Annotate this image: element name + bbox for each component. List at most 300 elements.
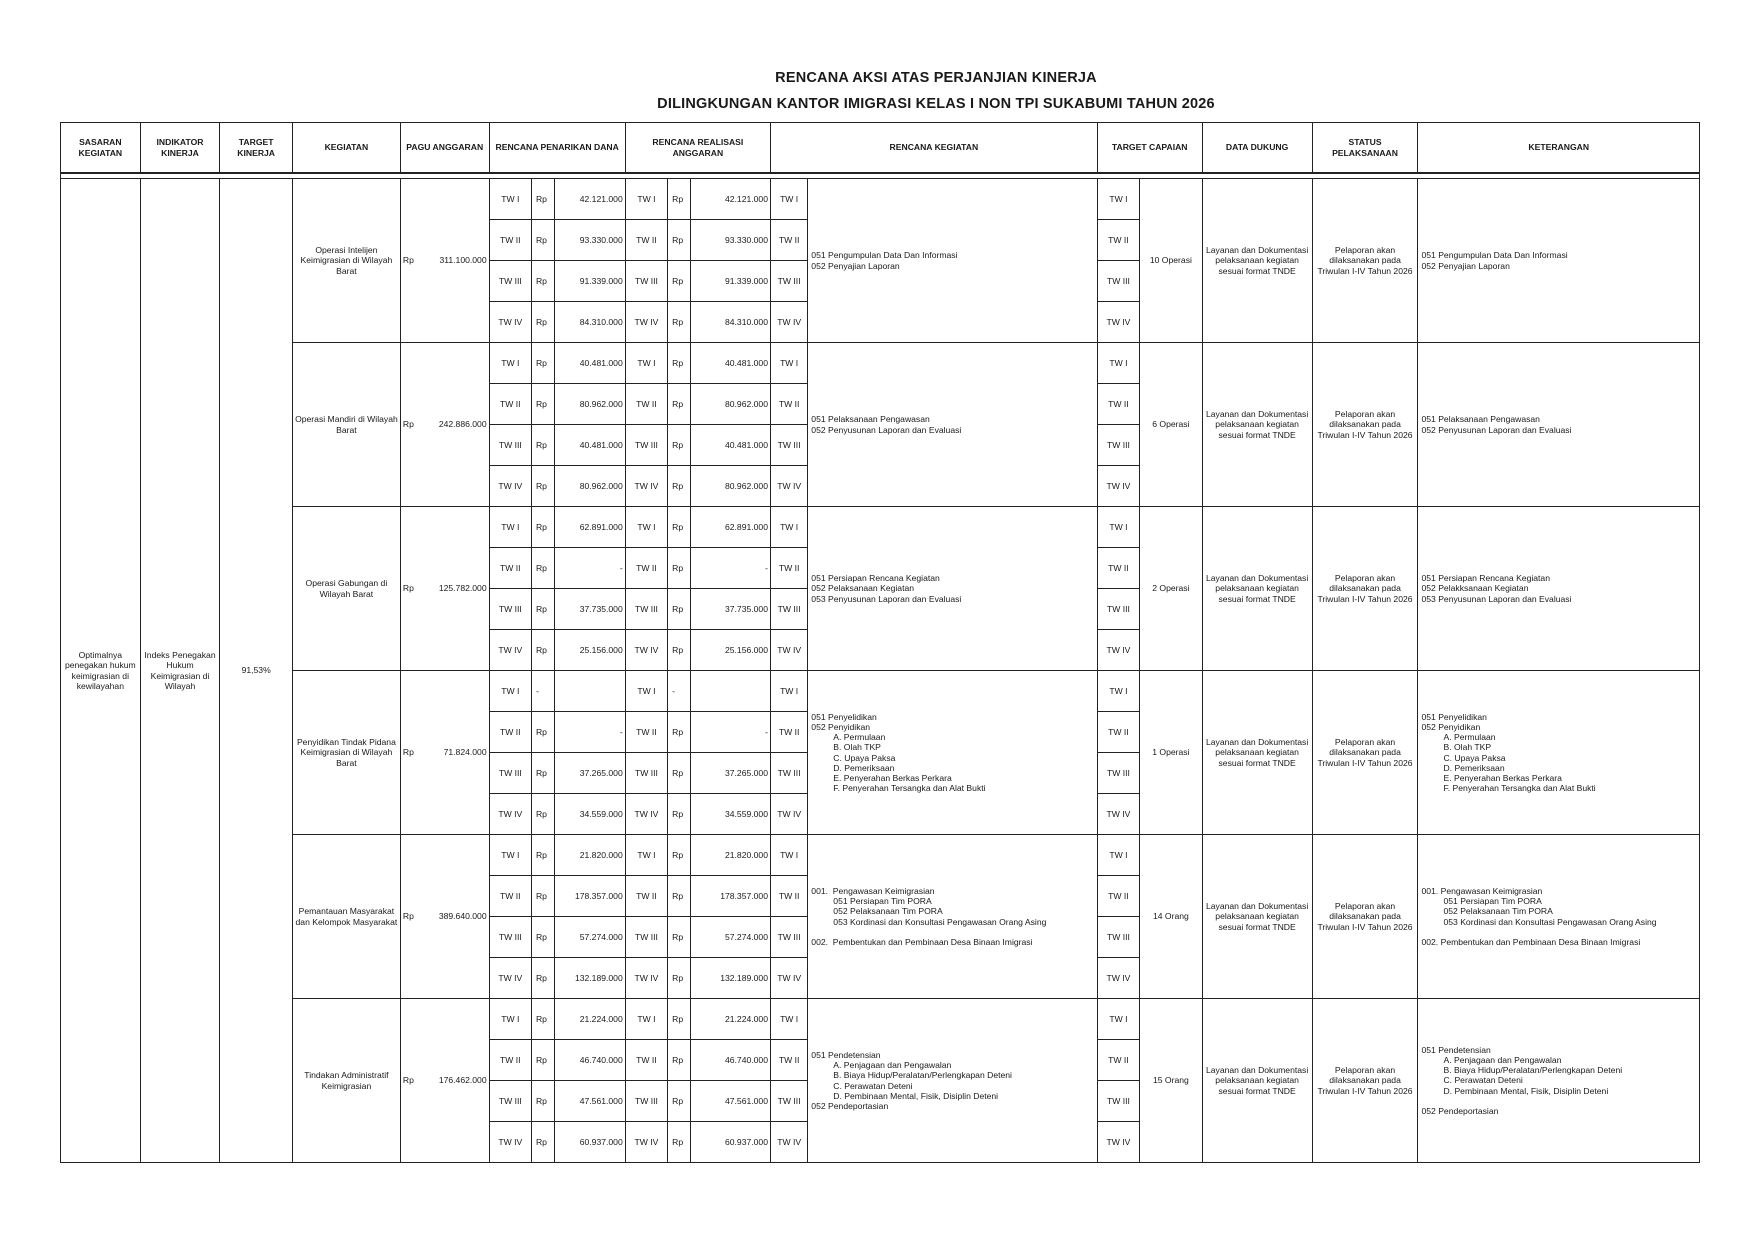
penarikan-quarter: TW I bbox=[489, 507, 531, 548]
keterangan-line: C. Perawatan Deteni bbox=[1443, 1075, 1523, 1086]
penarikan-amount: - bbox=[555, 548, 626, 589]
rencana-line bbox=[811, 927, 1094, 937]
keterangan-line: B. Biaya Hidup/Peralatan/Perlengkapan Deteni bbox=[1443, 1065, 1623, 1076]
penarikan-currency: Rp bbox=[531, 589, 554, 630]
realisasi-amount: 62.891.000 bbox=[691, 507, 771, 548]
penarikan-currency: Rp bbox=[531, 302, 554, 343]
table-row bbox=[61, 999, 1700, 1040]
penarikan-quarter: TW I bbox=[489, 835, 531, 876]
penarikan-currency: Rp bbox=[531, 220, 554, 261]
keterangan-line: D. Pemeriksaan bbox=[1443, 762, 1505, 773]
pagu-amount: 125.782.000 bbox=[438, 583, 487, 594]
rencana-quarter: TW I bbox=[770, 179, 807, 220]
realisasi-amount: 42.121.000 bbox=[691, 179, 771, 220]
penarikan-amount: 60.937.000 bbox=[555, 1122, 626, 1163]
penarikan-currency: Rp bbox=[531, 958, 554, 999]
header-keterangan: KETERANGAN bbox=[1418, 123, 1700, 174]
penarikan-currency: Rp bbox=[531, 917, 554, 958]
realisasi-quarter: TW II bbox=[625, 712, 667, 753]
keterangan-line: 052 Pendeportasian bbox=[1421, 1105, 1499, 1116]
keterangan-line: 051 Pendetensian bbox=[1421, 1045, 1491, 1055]
target-capaian-cell: 2 Operasi bbox=[1140, 507, 1203, 671]
pagu-currency: Rp bbox=[402, 911, 414, 922]
keterangan-line bbox=[1421, 1096, 1697, 1106]
rencana-quarter: TW I bbox=[770, 835, 807, 876]
kegiatan-cell: Operasi Intelijen Keimigrasian di Wilayah Barat bbox=[292, 179, 400, 343]
penarikan-amount: 40.481.000 bbox=[555, 425, 626, 466]
keterangan-line: 053 Kordinasi dan Konsultasi Pengawasan Orang Asing bbox=[1443, 916, 1657, 927]
status-cell: Pelaporan akan dilaksanakan pada Triwulan I-IV Tahun 2026 bbox=[1312, 999, 1418, 1163]
keterangan-line: 002. Pembentukan dan Pembinaan Desa Binaan Imigrasi bbox=[1421, 936, 1641, 947]
target-quarter: TW II bbox=[1097, 712, 1139, 753]
penarikan-quarter: TW III bbox=[489, 589, 531, 630]
penarikan-currency: Rp bbox=[531, 261, 554, 302]
indikator-cell: Indeks Penegakan Hukum Keimigrasian di Wilayah bbox=[140, 179, 220, 1163]
target-kinerja-cell: 91,53% bbox=[220, 179, 293, 1163]
keterangan-line: 051 Penyelidikan bbox=[1421, 711, 1487, 722]
realisasi-amount: 21.224.000 bbox=[691, 999, 771, 1040]
realisasi-quarter: TW III bbox=[625, 917, 667, 958]
rencana-line: A. Penjagaan dan Pengawalan bbox=[833, 1060, 952, 1071]
realisasi-currency: Rp bbox=[668, 958, 691, 999]
target-quarter: TW IV bbox=[1097, 794, 1139, 835]
keterangan-line: 052 Pelakksanaan Kegiatan bbox=[1421, 583, 1529, 594]
rencana-kegiatan-cell bbox=[808, 507, 1097, 671]
realisasi-currency: Rp bbox=[668, 425, 691, 466]
keterangan-line: 051 Persiapan Rencana Kegiatan bbox=[1421, 573, 1550, 584]
realisasi-amount: 34.559.000 bbox=[691, 794, 771, 835]
penarikan-amount: 178.357.000 bbox=[555, 876, 626, 917]
header-indikator: INDIKATOR KINERJA bbox=[140, 123, 220, 174]
penarikan-amount: 62.891.000 bbox=[555, 507, 626, 548]
realisasi-quarter: TW I bbox=[625, 671, 667, 712]
penarikan-amount: 37.735.000 bbox=[555, 589, 626, 630]
target-quarter: TW I bbox=[1097, 507, 1139, 548]
penarikan-currency: Rp bbox=[531, 548, 554, 589]
pagu-amount: 311.100.000 bbox=[439, 255, 487, 266]
kegiatan-cell: Penyidikan Tindak Pidana Keimigrasian di Wilayah Barat bbox=[292, 671, 400, 835]
target-quarter: TW IV bbox=[1097, 466, 1139, 507]
keterangan-line: 052 Penyidikan bbox=[1421, 722, 1481, 733]
penarikan-amount: 80.962.000 bbox=[555, 384, 626, 425]
data-dukung-cell: Layanan dan Dokumentasi pelaksanaan kegiatan sesuai format TNDE bbox=[1202, 835, 1312, 999]
status-cell: Pelaporan akan dilaksanakan pada Triwulan I-IV Tahun 2026 bbox=[1312, 507, 1418, 671]
rencana-kegiatan-cell bbox=[808, 671, 1097, 835]
realisasi-amount: 60.937.000 bbox=[691, 1122, 771, 1163]
realisasi-currency: - bbox=[668, 671, 691, 712]
target-quarter: TW III bbox=[1097, 1081, 1139, 1122]
penarikan-amount: 34.559.000 bbox=[555, 794, 626, 835]
keterangan-cell bbox=[1418, 179, 1700, 343]
penarikan-amount: 42.121.000 bbox=[555, 179, 626, 220]
realisasi-currency: Rp bbox=[668, 343, 691, 384]
header-realisasi: RENCANA REALISASI ANGGARAN bbox=[625, 123, 770, 174]
action-plan-table bbox=[60, 122, 1700, 1163]
target-quarter: TW III bbox=[1097, 261, 1139, 302]
target-quarter: TW IV bbox=[1097, 958, 1139, 999]
penarikan-amount: 57.274.000 bbox=[555, 917, 626, 958]
penarikan-currency: Rp bbox=[531, 876, 554, 917]
header-pagu: PAGU ANGGARAN bbox=[400, 123, 489, 174]
rencana-quarter: TW II bbox=[770, 220, 807, 261]
penarikan-currency: Rp bbox=[531, 1040, 554, 1081]
realisasi-quarter: TW III bbox=[625, 425, 667, 466]
realisasi-amount: 37.735.000 bbox=[691, 589, 771, 630]
rencana-line: C. Perawatan Deteni bbox=[833, 1080, 913, 1091]
keterangan-line: A. Permulaan bbox=[1443, 732, 1496, 743]
pagu-amount: 71.824.000 bbox=[443, 747, 487, 758]
keterangan-line: 053 Penyusunan Laporan dan Evaluasi bbox=[1421, 593, 1572, 604]
realisasi-amount: 80.962.000 bbox=[691, 466, 771, 507]
keterangan-line: 001. Pengawasan Keimigrasian bbox=[1421, 886, 1543, 897]
realisasi-currency: Rp bbox=[668, 261, 691, 302]
realisasi-currency: Rp bbox=[668, 589, 691, 630]
realisasi-currency: Rp bbox=[668, 507, 691, 548]
penarikan-currency: Rp bbox=[531, 835, 554, 876]
realisasi-quarter: TW III bbox=[625, 1081, 667, 1122]
data-dukung-cell: Layanan dan Dokumentasi pelaksanaan kegiatan sesuai format TNDE bbox=[1202, 671, 1312, 835]
rencana-kegiatan-cell bbox=[808, 999, 1097, 1163]
pagu-currency: Rp bbox=[402, 255, 414, 266]
rencana-line: D. Pemeriksaan bbox=[833, 762, 895, 773]
rencana-quarter: TW III bbox=[770, 425, 807, 466]
rencana-quarter: TW IV bbox=[770, 302, 807, 343]
penarikan-amount: 37.265.000 bbox=[555, 753, 626, 794]
penarikan-quarter: TW III bbox=[489, 917, 531, 958]
rencana-line: D. Pembinaan Mental, Fisik, Disiplin Deteni bbox=[833, 1090, 999, 1101]
penarikan-currency: Rp bbox=[531, 999, 554, 1040]
realisasi-currency: Rp bbox=[668, 220, 691, 261]
data-dukung-cell: Layanan dan Dokumentasi pelaksanaan kegiatan sesuai format TNDE bbox=[1202, 999, 1312, 1163]
rencana-quarter: TW IV bbox=[770, 794, 807, 835]
target-capaian-cell: 15 Orang bbox=[1140, 999, 1203, 1163]
pagu-cell bbox=[400, 179, 489, 343]
realisasi-quarter: TW II bbox=[625, 548, 667, 589]
keterangan-line: C. Upaya Paksa bbox=[1443, 752, 1506, 763]
pagu-currency: Rp bbox=[402, 419, 414, 430]
rencana-line: 002. Pembentukan dan Pembinaan Desa Binaan Imigrasi bbox=[811, 936, 1033, 947]
rencana-line: 052 Penyajian Laporan bbox=[811, 260, 900, 271]
keterangan-cell bbox=[1418, 343, 1700, 507]
target-quarter: TW IV bbox=[1097, 630, 1139, 671]
penarikan-amount: 91.339.000 bbox=[555, 261, 626, 302]
target-quarter: TW II bbox=[1097, 220, 1139, 261]
target-capaian-cell: 6 Operasi bbox=[1140, 343, 1203, 507]
realisasi-quarter: TW I bbox=[625, 999, 667, 1040]
rencana-line: 001. Pengawasan Keimigrasian bbox=[811, 886, 935, 897]
kegiatan-cell: Tindakan Administratif Keimigrasian bbox=[292, 999, 400, 1163]
realisasi-amount: 47.561.000 bbox=[691, 1081, 771, 1122]
realisasi-quarter: TW III bbox=[625, 753, 667, 794]
keterangan-line: 052 Penyajian Laporan bbox=[1421, 260, 1510, 271]
header-row bbox=[61, 123, 1700, 174]
rencana-line: C. Upaya Paksa bbox=[833, 752, 896, 763]
rencana-quarter: TW II bbox=[770, 876, 807, 917]
realisasi-currency: Rp bbox=[668, 1081, 691, 1122]
header-sasaran: SASARAN KEGIATAN bbox=[61, 123, 141, 174]
realisasi-quarter: TW IV bbox=[625, 958, 667, 999]
rencana-quarter: TW IV bbox=[770, 630, 807, 671]
table-row bbox=[61, 835, 1700, 876]
penarikan-quarter: TW IV bbox=[489, 794, 531, 835]
pagu-currency: Rp bbox=[402, 1075, 414, 1086]
rencana-line: 051 Pengumpulan Data Dan Informasi bbox=[811, 250, 958, 261]
penarikan-quarter: TW II bbox=[489, 384, 531, 425]
pagu-currency: Rp bbox=[402, 747, 414, 758]
rencana-line: 051 Persiapan Tim PORA bbox=[833, 896, 932, 907]
target-quarter: TW II bbox=[1097, 548, 1139, 589]
penarikan-currency: Rp bbox=[531, 1122, 554, 1163]
rencana-quarter: TW I bbox=[770, 999, 807, 1040]
realisasi-quarter: TW III bbox=[625, 589, 667, 630]
pagu-cell bbox=[400, 835, 489, 999]
realisasi-amount: - bbox=[691, 548, 771, 589]
rencana-line: 052 Penyidikan bbox=[811, 722, 871, 733]
realisasi-quarter: TW II bbox=[625, 1040, 667, 1081]
realisasi-currency: Rp bbox=[668, 548, 691, 589]
sasaran-cell: Optimalnya penegakan hukum keimigrasian di kewilayahan bbox=[61, 179, 141, 1163]
realisasi-amount: - bbox=[691, 712, 771, 753]
realisasi-amount: 132.189.000 bbox=[691, 958, 771, 999]
keterangan-cell bbox=[1418, 835, 1700, 999]
realisasi-currency: Rp bbox=[668, 630, 691, 671]
penarikan-amount: 84.310.000 bbox=[555, 302, 626, 343]
rencana-line: 052 Pelaksanaan Tim PORA bbox=[833, 906, 943, 917]
realisasi-amount: 21.820.000 bbox=[691, 835, 771, 876]
rencana-kegiatan-cell bbox=[808, 835, 1097, 999]
rencana-quarter: TW II bbox=[770, 1040, 807, 1081]
target-quarter: TW III bbox=[1097, 917, 1139, 958]
penarikan-quarter: TW IV bbox=[489, 958, 531, 999]
realisasi-quarter: TW IV bbox=[625, 794, 667, 835]
rencana-quarter: TW III bbox=[770, 753, 807, 794]
penarikan-amount: 93.330.000 bbox=[555, 220, 626, 261]
rencana-line: 053 Kordinasi dan Konsultasi Pengawasan Orang Asing bbox=[833, 916, 1047, 927]
header-penarikan: RENCANA PENARIKAN DANA bbox=[489, 123, 625, 174]
header-target-capaian: TARGET CAPAIAN bbox=[1097, 123, 1202, 174]
penarikan-quarter: TW III bbox=[489, 425, 531, 466]
realisasi-quarter: TW II bbox=[625, 876, 667, 917]
keterangan-line bbox=[1421, 927, 1697, 937]
realisasi-amount: 40.481.000 bbox=[691, 425, 771, 466]
penarikan-quarter: TW I bbox=[489, 343, 531, 384]
target-capaian-cell: 1 Operasi bbox=[1140, 671, 1203, 835]
rencana-quarter: TW III bbox=[770, 589, 807, 630]
penarikan-quarter: TW III bbox=[489, 1081, 531, 1122]
penarikan-amount: 80.962.000 bbox=[555, 466, 626, 507]
data-dukung-cell: Layanan dan Dokumentasi pelaksanaan kegiatan sesuai format TNDE bbox=[1202, 343, 1312, 507]
target-quarter: TW IV bbox=[1097, 1122, 1139, 1163]
header-rencana-kegiatan: RENCANA KEGIATAN bbox=[770, 123, 1097, 174]
penarikan-currency: Rp bbox=[531, 630, 554, 671]
kegiatan-cell: Pemantauan Masyarakat dan Kelompok Masyarakat bbox=[292, 835, 400, 999]
realisasi-quarter: TW IV bbox=[625, 630, 667, 671]
realisasi-quarter: TW III bbox=[625, 261, 667, 302]
pagu-amount: 176.462.000 bbox=[438, 1075, 487, 1086]
keterangan-line: E. Penyerahan Berkas Perkara bbox=[1443, 772, 1562, 783]
table-body bbox=[61, 179, 1700, 1163]
target-quarter: TW II bbox=[1097, 384, 1139, 425]
penarikan-amount: - bbox=[555, 712, 626, 753]
target-quarter: TW I bbox=[1097, 999, 1139, 1040]
target-quarter: TW I bbox=[1097, 835, 1139, 876]
keterangan-line: 052 Penyusunan Laporan dan Evaluasi bbox=[1421, 424, 1572, 435]
penarikan-amount bbox=[555, 671, 626, 712]
rencana-quarter: TW IV bbox=[770, 958, 807, 999]
table-row bbox=[61, 179, 1700, 220]
target-quarter: TW III bbox=[1097, 425, 1139, 466]
keterangan-line: D. Pembinaan Mental, Fisik, Disiplin Deteni bbox=[1443, 1085, 1609, 1096]
keterangan-line: 052 Pelaksanaan Tim PORA bbox=[1443, 906, 1553, 917]
penarikan-amount: 25.156.000 bbox=[555, 630, 626, 671]
target-quarter: TW II bbox=[1097, 876, 1139, 917]
realisasi-quarter: TW II bbox=[625, 220, 667, 261]
target-capaian-cell: 10 Operasi bbox=[1140, 179, 1203, 343]
keterangan-cell bbox=[1418, 999, 1700, 1163]
rencana-line: 051 Penyelidikan bbox=[811, 711, 877, 722]
penarikan-quarter: TW IV bbox=[489, 630, 531, 671]
keterangan-line: F. Penyerahan Tersangka dan Alat Bukti bbox=[1443, 782, 1596, 793]
realisasi-currency: Rp bbox=[668, 1122, 691, 1163]
realisasi-quarter: TW I bbox=[625, 835, 667, 876]
rencana-line: E. Penyerahan Berkas Perkara bbox=[833, 772, 952, 783]
rencana-line: 051 Pendetensian bbox=[811, 1050, 881, 1061]
rencana-line: B. Olah TKP bbox=[833, 742, 881, 753]
penarikan-quarter: TW IV bbox=[489, 1122, 531, 1163]
realisasi-quarter: TW IV bbox=[625, 1122, 667, 1163]
rencana-line: F. Penyerahan Tersangka dan Alat Bukti bbox=[833, 782, 986, 793]
pagu-cell bbox=[400, 507, 489, 671]
keterangan-line: 051 Persiapan Tim PORA bbox=[1443, 896, 1542, 907]
realisasi-amount: 178.357.000 bbox=[691, 876, 771, 917]
realisasi-amount: 25.156.000 bbox=[691, 630, 771, 671]
pagu-cell bbox=[400, 343, 489, 507]
rencana-quarter: TW IV bbox=[770, 466, 807, 507]
keterangan-line: A. Penjagaan dan Pengawalan bbox=[1443, 1055, 1562, 1066]
penarikan-quarter: TW IV bbox=[489, 302, 531, 343]
target-quarter: TW I bbox=[1097, 671, 1139, 712]
rencana-quarter: TW III bbox=[770, 917, 807, 958]
realisasi-amount: 57.274.000 bbox=[691, 917, 771, 958]
penarikan-quarter: TW II bbox=[489, 1040, 531, 1081]
status-cell: Pelaporan akan dilaksanakan pada Triwulan I-IV Tahun 2026 bbox=[1312, 179, 1418, 343]
rencana-quarter: TW II bbox=[770, 548, 807, 589]
realisasi-amount: 46.740.000 bbox=[691, 1040, 771, 1081]
penarikan-currency: Rp bbox=[531, 507, 554, 548]
kegiatan-cell: Operasi Gabungan di Wilayah Barat bbox=[292, 507, 400, 671]
penarikan-amount: 21.224.000 bbox=[555, 999, 626, 1040]
data-dukung-cell: Layanan dan Dokumentasi pelaksanaan kegiatan sesuai format TNDE bbox=[1202, 179, 1312, 343]
rencana-quarter: TW II bbox=[770, 384, 807, 425]
penarikan-amount: 47.561.000 bbox=[555, 1081, 626, 1122]
target-quarter: TW I bbox=[1097, 343, 1139, 384]
target-quarter: TW IV bbox=[1097, 302, 1139, 343]
rencana-line: 052 Pendeportasian bbox=[811, 1100, 889, 1111]
realisasi-currency: Rp bbox=[668, 794, 691, 835]
rencana-line: 052 Penyusunan Laporan dan Evaluasi bbox=[811, 424, 962, 435]
document-title: RENCANA AKSI ATAS PERJANJIAN KINERJA bbox=[775, 70, 1097, 86]
rencana-kegiatan-cell bbox=[808, 179, 1097, 343]
realisasi-amount: 84.310.000 bbox=[691, 302, 771, 343]
pagu-cell bbox=[400, 999, 489, 1163]
document-subtitle: DILINGKUNGAN KANTOR IMIGRASI KELAS I NON TPI SUKABUMI TAHUN 2026 bbox=[657, 96, 1215, 112]
penarikan-currency: - bbox=[531, 671, 554, 712]
penarikan-amount: 40.481.000 bbox=[555, 343, 626, 384]
penarikan-currency: Rp bbox=[531, 384, 554, 425]
header-target-kinerja: TARGET KINERJA bbox=[220, 123, 293, 174]
penarikan-quarter: TW III bbox=[489, 753, 531, 794]
realisasi-currency: Rp bbox=[668, 384, 691, 425]
realisasi-currency: Rp bbox=[668, 753, 691, 794]
penarikan-currency: Rp bbox=[531, 179, 554, 220]
realisasi-currency: Rp bbox=[668, 302, 691, 343]
kegiatan-cell: Operasi Mandiri di Wilayah Barat bbox=[292, 343, 400, 507]
realisasi-currency: Rp bbox=[668, 876, 691, 917]
realisasi-quarter: TW IV bbox=[625, 466, 667, 507]
status-cell: Pelaporan akan dilaksanakan pada Triwulan I-IV Tahun 2026 bbox=[1312, 343, 1418, 507]
rencana-line: B. Biaya Hidup/Peralatan/Perlengkapan Deteni bbox=[833, 1070, 1012, 1081]
target-quarter: TW I bbox=[1097, 179, 1139, 220]
realisasi-currency: Rp bbox=[668, 179, 691, 220]
penarikan-quarter: TW II bbox=[489, 548, 531, 589]
keterangan-line: 051 Pengumpulan Data Dan Informasi bbox=[1421, 250, 1568, 261]
rencana-line: A. Permulaan bbox=[833, 732, 886, 743]
keterangan-cell bbox=[1418, 671, 1700, 835]
header-data-dukung: DATA DUKUNG bbox=[1202, 123, 1312, 174]
header-kegiatan: KEGIATAN bbox=[292, 123, 400, 174]
table-row bbox=[61, 671, 1700, 712]
realisasi-currency: Rp bbox=[668, 712, 691, 753]
status-cell: Pelaporan akan dilaksanakan pada Triwulan I-IV Tahun 2026 bbox=[1312, 671, 1418, 835]
rencana-kegiatan-cell bbox=[808, 343, 1097, 507]
realisasi-quarter: TW II bbox=[625, 384, 667, 425]
realisasi-amount: 37.265.000 bbox=[691, 753, 771, 794]
rencana-line: 051 Persiapan Rencana Kegiatan bbox=[811, 573, 940, 584]
rencana-quarter: TW III bbox=[770, 261, 807, 302]
pagu-cell bbox=[400, 671, 489, 835]
realisasi-amount: 91.339.000 bbox=[691, 261, 771, 302]
rencana-quarter: TW I bbox=[770, 507, 807, 548]
penarikan-currency: Rp bbox=[531, 425, 554, 466]
rencana-quarter: TW IV bbox=[770, 1122, 807, 1163]
penarikan-quarter: TW IV bbox=[489, 466, 531, 507]
target-quarter: TW II bbox=[1097, 1040, 1139, 1081]
pagu-currency: Rp bbox=[402, 583, 414, 594]
realisasi-currency: Rp bbox=[668, 1040, 691, 1081]
rencana-line: 052 Pelaksanaan Kegiatan bbox=[811, 583, 915, 594]
realisasi-amount bbox=[691, 671, 771, 712]
penarikan-quarter: TW I bbox=[489, 179, 531, 220]
penarikan-quarter: TW III bbox=[489, 261, 531, 302]
table-row bbox=[61, 343, 1700, 384]
rencana-quarter: TW I bbox=[770, 671, 807, 712]
data-dukung-cell: Layanan dan Dokumentasi pelaksanaan kegiatan sesuai format TNDE bbox=[1202, 507, 1312, 671]
realisasi-currency: Rp bbox=[668, 466, 691, 507]
realisasi-amount: 80.962.000 bbox=[691, 384, 771, 425]
realisasi-amount: 93.330.000 bbox=[691, 220, 771, 261]
rencana-quarter: TW I bbox=[770, 343, 807, 384]
realisasi-quarter: TW IV bbox=[625, 302, 667, 343]
penarikan-quarter: TW II bbox=[489, 876, 531, 917]
rencana-line: 051 Pelaksanaan Pengawasan bbox=[811, 414, 930, 425]
rencana-quarter: TW III bbox=[770, 1081, 807, 1122]
realisasi-currency: Rp bbox=[668, 835, 691, 876]
target-quarter: TW III bbox=[1097, 753, 1139, 794]
rencana-line: 053 Penyusunan Laporan dan Evaluasi bbox=[811, 593, 962, 604]
penarikan-quarter: TW II bbox=[489, 220, 531, 261]
keterangan-line: B. Olah TKP bbox=[1443, 742, 1492, 753]
penarikan-quarter: TW I bbox=[489, 671, 531, 712]
